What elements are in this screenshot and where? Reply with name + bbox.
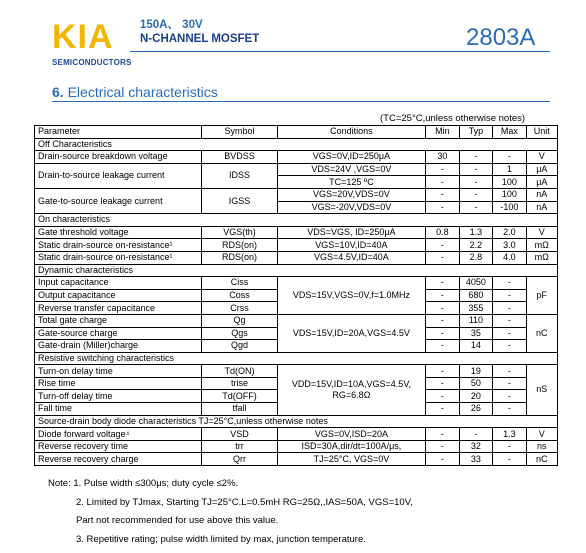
typ-cell: 355 xyxy=(459,302,492,315)
unit-cell: pF xyxy=(526,277,557,315)
min-cell: - xyxy=(426,327,459,340)
cond-cell: TJ=25°C, VGS=0V xyxy=(277,453,426,466)
part-number: 2803A xyxy=(466,24,536,51)
typ-cell: 4050 xyxy=(459,277,492,290)
min-cell: - xyxy=(426,163,459,176)
condition-note: (TC=25°C,unless otherwise notes) xyxy=(380,113,526,124)
param-cell: Static drain-source on-resistance¹ xyxy=(35,251,202,264)
table-row xyxy=(35,428,558,441)
typ-cell: 14 xyxy=(459,340,492,353)
max-cell: - xyxy=(493,151,526,164)
col-typ: Typ xyxy=(459,126,492,139)
param-cell: Diode forward voltage⁴ xyxy=(35,428,202,441)
max-cell: - xyxy=(493,302,526,315)
col-unit: Unit xyxy=(526,126,557,139)
unit-cell: V xyxy=(526,428,557,441)
min-cell: - xyxy=(426,251,459,264)
typ-cell: 110 xyxy=(459,314,492,327)
typ-cell: - xyxy=(459,188,492,201)
col-conditions: Conditions xyxy=(277,126,426,139)
table-row xyxy=(35,440,558,453)
min-cell: - xyxy=(426,377,459,390)
min-cell: - xyxy=(426,453,459,466)
max-cell: - xyxy=(493,440,526,453)
section-heading xyxy=(52,84,218,100)
min-cell: - xyxy=(426,188,459,201)
min-cell: - xyxy=(426,176,459,189)
device-type: N-CHANNEL MOSFET xyxy=(140,33,260,45)
min-cell: - xyxy=(426,340,459,353)
max-cell: - xyxy=(493,327,526,340)
symbol-cell: trr xyxy=(202,440,277,453)
symbol-cell: Qgs xyxy=(202,327,277,340)
brand-logo: KIA xyxy=(52,18,114,56)
cond-cell: TC=125 ºC xyxy=(277,176,426,189)
typ-cell: 2.8 xyxy=(459,251,492,264)
param-cell: Drain-to-source leakage current xyxy=(35,163,202,188)
typ-cell: 20 xyxy=(459,390,492,403)
typ-cell: 1.3 xyxy=(459,226,492,239)
cond-cell: VGS=10V,ID=40A xyxy=(277,239,426,252)
symbol-cell: RDS(on) xyxy=(202,251,277,264)
cond-cell: VGS=0V,ISD=20A xyxy=(277,428,426,441)
symbol-cell: Td(OFF) xyxy=(202,390,277,403)
table-row xyxy=(35,239,558,252)
param-cell: Reverse recovery time xyxy=(35,440,202,453)
param-cell: Static drain-source on-resistance¹ xyxy=(35,239,202,252)
section-number: 6. xyxy=(52,84,64,100)
unit-cell: μA xyxy=(526,176,557,189)
max-cell: 100 xyxy=(493,176,526,189)
min-cell: - xyxy=(426,403,459,416)
unit-cell: nC xyxy=(526,453,557,466)
max-cell: -100 xyxy=(493,201,526,214)
symbol-cell: Coss xyxy=(202,289,277,302)
symbol-cell: IGSS xyxy=(202,188,277,213)
symbol-cell: trise xyxy=(202,377,277,390)
unit-cell: nS xyxy=(526,365,557,415)
note-2: 2. Limited by TJmax, Starting TJ=25°C.L=0.5mH RG=25Ω,,IAS=50A, VGS=10V, xyxy=(76,497,413,508)
param-cell: Gate-source charge xyxy=(35,327,202,340)
typ-cell: - xyxy=(459,176,492,189)
typ-cell: 35 xyxy=(459,327,492,340)
min-cell: - xyxy=(426,201,459,214)
unit-cell: mΩ xyxy=(526,251,557,264)
param-cell: Fall time xyxy=(35,403,202,416)
symbol-cell: Qgd xyxy=(202,340,277,353)
header-rule xyxy=(130,51,550,52)
note-3: 3. Repetitive rating; pulse width limited by max, junction temperature. xyxy=(76,534,366,545)
table-row xyxy=(35,151,558,164)
cond-line: RG=6.8Ω xyxy=(332,389,371,400)
param-cell: Turn-on delay time xyxy=(35,365,202,378)
typ-cell: 26 xyxy=(459,403,492,416)
typ-cell: 33 xyxy=(459,453,492,466)
typ-cell: 32 xyxy=(459,440,492,453)
max-cell: - xyxy=(493,403,526,416)
max-cell: 4.0 xyxy=(493,251,526,264)
table-row xyxy=(35,365,558,378)
col-min: Min xyxy=(426,126,459,139)
max-cell: 2.0 xyxy=(493,226,526,239)
max-cell: - xyxy=(493,377,526,390)
cond-cell xyxy=(277,365,426,415)
param-cell: Gate threshold voltage xyxy=(35,226,202,239)
min-cell: - xyxy=(426,239,459,252)
max-cell: 1.3 xyxy=(493,428,526,441)
cond-cell: VGS=-20V,VDS=0V xyxy=(277,201,426,214)
symbol-cell: tfall xyxy=(202,403,277,416)
unit-cell: mΩ xyxy=(526,239,557,252)
col-max: Max xyxy=(493,126,526,139)
max-cell: - xyxy=(493,390,526,403)
param-cell: Gate-drain (Miller)charge xyxy=(35,340,202,353)
param-cell: Turn-off delay time xyxy=(35,390,202,403)
max-cell: 100 xyxy=(493,188,526,201)
symbol-cell: RDS(on) xyxy=(202,239,277,252)
note-2-continued: Part not recommended for use above this value. xyxy=(76,515,279,526)
table-row xyxy=(35,188,558,201)
brand-subtitle: SEMICONDUCTORS xyxy=(52,58,132,67)
param-cell: Gate-to-source leakage current xyxy=(35,188,202,213)
min-cell: - xyxy=(426,440,459,453)
min-cell: - xyxy=(426,314,459,327)
max-cell: - xyxy=(493,277,526,290)
max-cell: - xyxy=(493,314,526,327)
typ-cell: - xyxy=(459,151,492,164)
symbol-cell: Qrr xyxy=(202,453,277,466)
table-row xyxy=(35,453,558,466)
param-cell: Input capacitance xyxy=(35,277,202,290)
cond-cell: VDS=VGS, ID=250μA xyxy=(277,226,426,239)
symbol-cell: Td(ON) xyxy=(202,365,277,378)
cond-cell: VDS=24V ,VGS=0V xyxy=(277,163,426,176)
cond-cell: VGS=20V,VDS=0V xyxy=(277,188,426,201)
symbol-cell: BVDSS xyxy=(202,151,277,164)
min-cell: - xyxy=(426,277,459,290)
cond-cell: VDS=15V,VGS=0V,f=1.0MHz xyxy=(277,277,426,315)
min-cell: - xyxy=(426,302,459,315)
symbol-cell: Ciss xyxy=(202,277,277,290)
min-cell: - xyxy=(426,289,459,302)
col-symbol: Symbol xyxy=(202,126,277,139)
param-cell: Reverse recovery charge xyxy=(35,453,202,466)
typ-cell: - xyxy=(459,201,492,214)
min-cell: 0.8 xyxy=(426,226,459,239)
table-row xyxy=(35,163,558,176)
unit-cell: nC xyxy=(526,314,557,352)
table-row xyxy=(35,314,558,327)
param-cell: Rise time xyxy=(35,377,202,390)
param-cell: Output capacitance xyxy=(35,289,202,302)
symbol-cell: IDSS xyxy=(202,163,277,188)
cond-cell: VDS=15V,ID=20A,VGS=4.5V xyxy=(277,314,426,352)
cond-line: VDD=15V,ID=10A,VGS=4.5V, xyxy=(291,378,411,389)
note-1: Note: 1. Pulse width ≤300μs; duty cycle ≤2%. xyxy=(48,478,239,489)
symbol-cell: VSD xyxy=(202,428,277,441)
cond-cell: ISD=30A,dir/dt=100A/μs, xyxy=(277,440,426,453)
typ-cell: - xyxy=(459,428,492,441)
typ-cell: 2.2 xyxy=(459,239,492,252)
group-switching: Resistive switching characteristics xyxy=(35,352,558,365)
min-cell: 30 xyxy=(426,151,459,164)
param-cell: Total gate charge xyxy=(35,314,202,327)
section-title: Electrical characteristics xyxy=(67,84,218,100)
min-cell: - xyxy=(426,365,459,378)
typ-cell: 680 xyxy=(459,289,492,302)
unit-cell: V xyxy=(526,151,557,164)
typ-cell: - xyxy=(459,163,492,176)
symbol-cell: Qg xyxy=(202,314,277,327)
cond-cell: VGS=0V,ID=250μA xyxy=(277,151,426,164)
symbol-cell: VGS(th) xyxy=(202,226,277,239)
max-cell: - xyxy=(493,340,526,353)
device-rating: 150A、 30V xyxy=(140,19,203,31)
max-cell: - xyxy=(493,289,526,302)
max-cell: - xyxy=(493,453,526,466)
unit-cell: ns xyxy=(526,440,557,453)
unit-cell: μA xyxy=(526,163,557,176)
param-cell: Reverse transfer capacitance xyxy=(35,302,202,315)
max-cell: 1 xyxy=(493,163,526,176)
electrical-characteristics-table xyxy=(34,125,558,466)
unit-cell: V xyxy=(526,226,557,239)
symbol-cell: Crss xyxy=(202,302,277,315)
table-row xyxy=(35,277,558,290)
section-rule xyxy=(52,101,550,102)
max-cell: - xyxy=(493,365,526,378)
table-row xyxy=(35,251,558,264)
group-off: Off Characteristics xyxy=(35,138,558,151)
group-dynamic: Dynamic characteristics xyxy=(35,264,558,277)
unit-cell: nA xyxy=(526,188,557,201)
typ-cell: 19 xyxy=(459,365,492,378)
group-on: On characteristics xyxy=(35,214,558,227)
unit-cell: nA xyxy=(526,201,557,214)
min-cell: - xyxy=(426,390,459,403)
max-cell: 3.0 xyxy=(493,239,526,252)
typ-cell: 50 xyxy=(459,377,492,390)
param-cell: Drain-source breakdown voltage xyxy=(35,151,202,164)
cond-cell: VGS=4.5V,ID=40A xyxy=(277,251,426,264)
table-row xyxy=(35,226,558,239)
group-diode: Source-drain body diode characteristics TJ=25°C,unless otherwise notes xyxy=(35,415,558,428)
min-cell: - xyxy=(426,428,459,441)
table-header-row xyxy=(35,126,558,139)
col-parameter: Parameter xyxy=(35,126,202,139)
